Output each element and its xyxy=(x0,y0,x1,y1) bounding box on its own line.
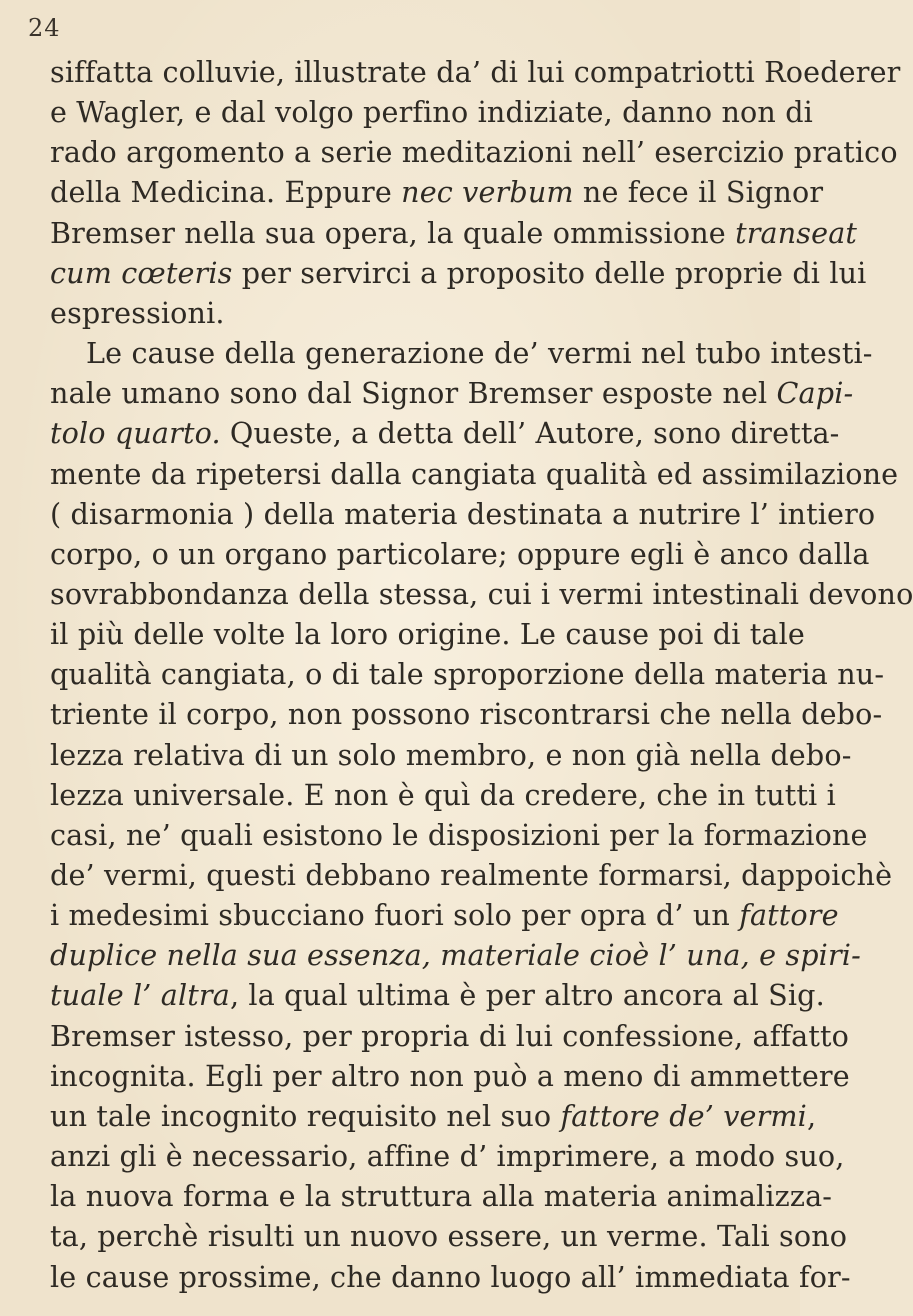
text-line xyxy=(50,135,898,170)
text-segment: i medesimi sbucciano fuori solo per opra d’ un xyxy=(50,898,740,933)
text-line xyxy=(50,255,867,290)
text-segment: Queste, a detta dell’ Autore, sono diretta- xyxy=(220,416,840,451)
text-line xyxy=(50,175,824,210)
text-line xyxy=(50,817,868,852)
text-line xyxy=(50,1259,851,1294)
text-segment: mente da ripetersi dalla cangiata qualità ed assimilazione xyxy=(50,456,899,491)
text-segment: Le cause della generazione de’ vermi nel tubo intesti- xyxy=(86,336,873,371)
text-segment: ne fece il Signor xyxy=(573,175,824,210)
text-line xyxy=(50,215,858,250)
italic-text: cum cœteris xyxy=(50,255,233,290)
text-segment: , la qual ultima è per altro ancora al Sig. xyxy=(229,978,825,1013)
italic-text: nec verbum xyxy=(401,175,574,210)
italic-text: Capi- xyxy=(776,376,854,411)
text-line xyxy=(50,1098,817,1133)
italic-text: transeat xyxy=(735,215,858,250)
text-segment: nale umano sono dal Signor Bremser esposte nel xyxy=(50,376,777,411)
text-segment: anzi gli è necessario, affine d’ imprimere, a modo suo, xyxy=(50,1139,845,1174)
text-segment: e Wagler, e dal volgo perfino indiziate, danno non di xyxy=(50,95,813,130)
text-line xyxy=(50,777,836,812)
text-line xyxy=(50,1219,848,1254)
text-line xyxy=(50,1179,833,1214)
text-segment: per servirci a proposito delle proprie di lui xyxy=(232,255,867,290)
text-segment: rado argomento a serie meditazioni nell’ esercizio pratico xyxy=(50,135,898,170)
text-segment: della Medicina. Eppure xyxy=(50,175,402,210)
italic-text: duplice nella sua essenza, materiale cioè l’ una, e spiri- xyxy=(50,938,861,973)
italic-text: tolo quarto. xyxy=(50,416,221,451)
text-segment: ta, perchè risulti un nuovo essere, un verme. Tali sono xyxy=(50,1219,848,1254)
text-segment: la nuova forma e la struttura alla materia animalizza- xyxy=(50,1179,833,1214)
text-line xyxy=(50,617,805,652)
italic-text: fattore de’ vermi xyxy=(560,1098,807,1133)
text-segment: casi, ne’ quali esistono le disposizioni per la formazione xyxy=(50,817,868,852)
italic-text: fattore xyxy=(739,898,839,933)
text-line xyxy=(50,657,885,692)
text-line xyxy=(50,416,840,451)
text-line xyxy=(50,978,825,1013)
text-line xyxy=(50,376,854,411)
text-line xyxy=(50,576,913,611)
text-segment: de’ vermi, questi debbano realmente formarsi, dappoichè xyxy=(50,858,893,892)
text-segment: ( disarmonia ) della materia destinata a nutrire l’ intiero xyxy=(50,496,876,531)
page-number: 24 xyxy=(28,14,61,42)
text-line xyxy=(50,1018,850,1053)
text-segment: Bremser istesso, per propria di lui confessione, affatto xyxy=(50,1018,850,1053)
text-segment: le cause prossime, che danno luogo all’ immediata for- xyxy=(50,1259,851,1294)
text-line xyxy=(50,1139,845,1174)
text-segment: incognita. Egli per altro non può a meno di ammettere xyxy=(50,1058,850,1093)
text-segment: un tale incognito requisito nel suo xyxy=(50,1098,561,1133)
text-segment: lezza relativa di un solo membro, e non già nella debo- xyxy=(50,737,852,772)
text-line xyxy=(50,858,893,892)
text-segment: lezza universale. E non è quì da credere, che in tutti i xyxy=(50,777,836,812)
text-segment: siffatta colluvie, illustrate da’ di lui compatriotti Roederer xyxy=(50,55,901,89)
text-line xyxy=(50,95,813,130)
text-line xyxy=(86,336,873,371)
text-line xyxy=(50,1058,850,1093)
text-line xyxy=(50,737,852,772)
text-segment: Bremser nella sua opera, la quale ommissione xyxy=(50,215,736,250)
text-segment: qualità cangiata, o di tale sproporzione della materia nu- xyxy=(50,657,885,692)
text-segment: , xyxy=(806,1098,817,1133)
text-line xyxy=(50,456,899,491)
text-line xyxy=(50,697,883,732)
text-segment: espressioni. xyxy=(50,295,225,330)
text-line xyxy=(50,55,901,89)
text-segment: sovrabbondanza della stessa, cui i vermi intestinali devono xyxy=(50,576,913,611)
text-segment: triente il corpo, non possono riscontrarsi che nella debo- xyxy=(50,697,883,732)
text-line xyxy=(50,536,870,571)
text-line xyxy=(50,496,876,531)
text-segment: il più delle volte la loro origine. Le cause poi di tale xyxy=(50,617,805,652)
text-line xyxy=(50,898,839,933)
text-line xyxy=(50,295,765,330)
text-line xyxy=(50,938,861,973)
text-segment: corpo, o un organo particolare; oppure egli è anco dalla xyxy=(50,536,870,571)
italic-text: tuale l’ altra xyxy=(50,978,230,1013)
